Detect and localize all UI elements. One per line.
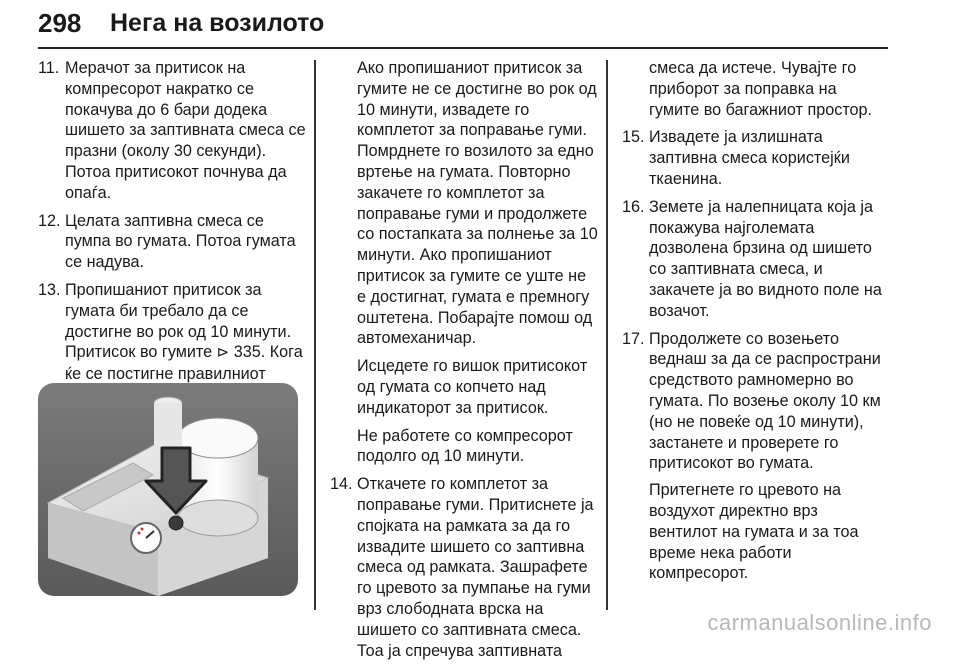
- item-number: 12.: [38, 211, 61, 230]
- list-item-14: [330, 474, 598, 661]
- page-header: [38, 6, 888, 46]
- item-text: Земете ја налепницата која ја покажува најголемата дозволена брзина од шишето со заптивната смеса, и закачете ја во видното поле на возачот.: [649, 197, 882, 320]
- item-number: 14.: [330, 475, 353, 494]
- list-item-17: [622, 329, 890, 585]
- item-text: Целата заптивна смеса се пумпа во гумата. Потоа гумата се надува.: [65, 211, 296, 272]
- item-text: Извадете ја излишната заптивна смеса користејќи ткаенина.: [649, 128, 850, 188]
- tyre-repair-kit-illustration: [38, 383, 298, 596]
- list-item-12: [38, 211, 306, 273]
- continuation-paragraph: смеса да истече. Чувајте го приборот за поправка на гумите во багажниот простор.: [649, 59, 873, 119]
- compressor-illustration-svg: [38, 383, 298, 596]
- list-item-15: [622, 127, 890, 189]
- page-number: 298: [38, 8, 82, 38]
- item-number: 16.: [622, 197, 645, 216]
- item-text: Мерачот за притисок на компресорот накратко се покачува до 6 бари додека шишето за заптивната смеса се празни (околу 30 секунди). Потоа притисокот почнува да опаѓа.: [65, 59, 306, 202]
- column-divider-1: [314, 60, 316, 610]
- item-number: 17.: [622, 329, 645, 348]
- column-1: [38, 58, 306, 434]
- header-rule: [38, 47, 888, 49]
- item-number: 15.: [622, 128, 645, 147]
- paragraph: Не работете со компресорот подолго од 10 минути.: [357, 426, 573, 466]
- item-text: Продолжете со возењето веднаш за да се распространи средството рамномерно во гумата. По возење околу 10 км (но не повеќе од 10 минути), застанете и проверете го притисокот во гумата.: [649, 329, 881, 473]
- column-divider-2: [606, 60, 608, 610]
- item-text: Откачете го комплетот за поправање гуми. Притиснете ја спојката на рамката за да го извадите шишето со заптивна смеса од рамката. Зашрафете го цревото за пумпање на гуми врз слободната врска на шишето со заптивната смеса. Тоа ја спречува заптивната: [357, 475, 594, 660]
- page-reference-arrow-icon[interactable]: ⊳: [216, 344, 230, 362]
- item-text-after-reference: 335. Кога ќе се постигне правилниот: [65, 343, 303, 384]
- watermark: carmanualsonline.info: [707, 610, 932, 635]
- paragraph: Ако пропишаниот притисок за гумите не се достигне во рок од 10 минути, извадете го комплетот за поправање гуми. Помрднете го возилото за едно вртење на гумата. Повторно закачете го комплетот за поправање гуми и продолжете со постапката за полнење за 10 минути. Ако пропишаниот притисок за гумите се уште не е достигнат, гумата е премногу оштетена. Побарајте помош од автомеханичар.: [357, 59, 598, 348]
- list-item-11: [38, 58, 306, 204]
- item-number: 13.: [38, 280, 61, 299]
- chapter-title: Нега на возилото: [110, 9, 325, 37]
- column-3: [622, 58, 890, 591]
- list-item-16: [622, 197, 890, 322]
- column-2: [330, 58, 598, 668]
- item-text: Пропишаниот притисок за гумата би требало да се достигне во рок од 10 минути. Притисок во гумите: [65, 280, 292, 362]
- paragraph: Исцедете го вишок притисокот од гумата со копчето над индикаторот за притисок.: [357, 357, 588, 417]
- item-number: 11.: [38, 59, 60, 77]
- item-text-continuation: Притегнете го цревото на воздухот директно врз вентилот на гумата и за тоа време нека работи компресорот.: [649, 481, 859, 583]
